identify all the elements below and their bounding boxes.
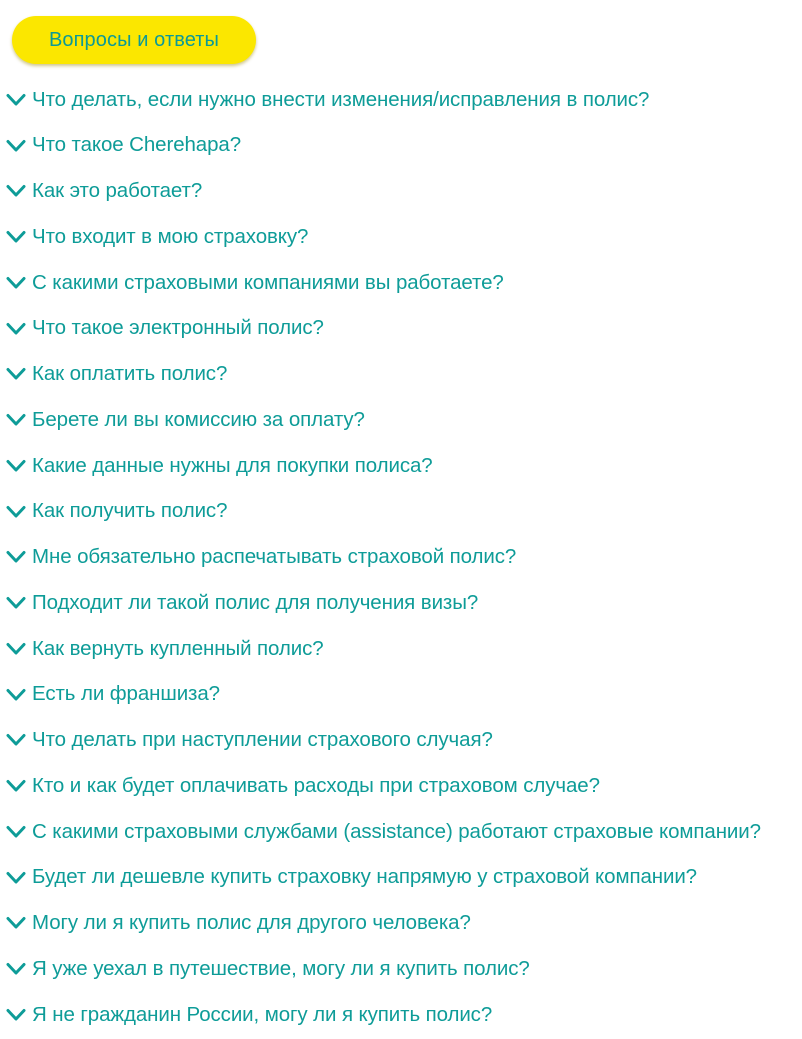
- chevron-down-icon: [6, 322, 26, 336]
- chevron-down-icon: [6, 93, 26, 107]
- faq-question: С какими страховыми службами (assistance) работают страховые компании?: [32, 819, 761, 843]
- chevron-down-icon: [6, 459, 26, 473]
- faq-question: Как это работает?: [32, 179, 203, 203]
- faq-question: С какими страховыми компаниями вы работаете?: [32, 270, 504, 294]
- chevron-down-icon: [6, 642, 26, 656]
- chevron-down-icon: [6, 139, 26, 153]
- chevron-down-icon: [6, 962, 26, 976]
- chevron-down-icon: [6, 1008, 26, 1022]
- faq-item[interactable]: [6, 580, 802, 626]
- faq-item[interactable]: [6, 397, 802, 443]
- chevron-down-icon: [6, 276, 26, 290]
- chevron-down-icon: [6, 733, 26, 747]
- chevron-down-icon: [6, 916, 26, 930]
- faq-question: Что такое электронный полис?: [32, 316, 324, 340]
- faq-question: Мне обязательно распечатывать страховой полис?: [32, 545, 517, 569]
- faq-question: Что входит в мою страховку?: [32, 224, 309, 248]
- chevron-down-icon: [6, 184, 26, 198]
- faq-question: Я уже уехал в путешествие, могу ли я купить полис?: [32, 956, 530, 980]
- faq-item[interactable]: [6, 672, 802, 718]
- faq-question: Что делать при наступлении страхового случая?: [32, 728, 493, 752]
- chevron-down-icon: [6, 596, 26, 610]
- faq-item[interactable]: [6, 946, 802, 992]
- faq-question: Какие данные нужны для покупки полиса?: [32, 453, 433, 477]
- faq-item[interactable]: [6, 169, 802, 215]
- faq-question: Берете ли вы комиссию за оплату?: [32, 407, 365, 431]
- chevron-down-icon: [6, 688, 26, 702]
- chevron-down-icon: [6, 825, 26, 839]
- chevron-down-icon: [6, 550, 26, 564]
- faq-item[interactable]: [6, 626, 802, 672]
- faq-item[interactable]: [6, 763, 802, 809]
- faq-item[interactable]: [6, 214, 802, 260]
- faq-question: Есть ли франшиза?: [32, 682, 220, 706]
- faq-section-title: [12, 16, 256, 64]
- faq-item[interactable]: [6, 718, 802, 764]
- faq-item[interactable]: [6, 809, 802, 855]
- faq-item[interactable]: [6, 535, 802, 581]
- faq-item[interactable]: [6, 306, 802, 352]
- chevron-down-icon: [6, 505, 26, 519]
- faq-item[interactable]: [6, 260, 802, 306]
- chevron-down-icon: [6, 413, 26, 427]
- faq-question: Как оплатить полис?: [32, 362, 228, 386]
- faq-item[interactable]: [6, 992, 802, 1038]
- faq-question: Что делать, если нужно внести изменения/исправления в полис?: [32, 87, 650, 111]
- faq-list: [6, 77, 802, 1038]
- faq-item[interactable]: [6, 855, 802, 901]
- faq-item[interactable]: [6, 352, 802, 398]
- faq-question: Кто и как будет оплачивать расходы при страховом случае?: [32, 773, 600, 797]
- faq-question: Будет ли дешевле купить страховку напрямую у страховой компании?: [32, 865, 697, 889]
- chevron-down-icon: [6, 779, 26, 793]
- faq-question: Подходит ли такой полис для получения визы?: [32, 590, 479, 614]
- faq-question: Могу ли я купить полис для другого человека?: [32, 911, 471, 935]
- faq-item[interactable]: [6, 123, 802, 169]
- faq-item[interactable]: [6, 443, 802, 489]
- chevron-down-icon: [6, 230, 26, 244]
- faq-title-text: Вопросы и ответы: [48, 28, 220, 51]
- faq-question: Я не гражданин России, могу ли я купить полис?: [32, 1002, 493, 1026]
- chevron-down-icon: [6, 871, 26, 885]
- faq-item[interactable]: [6, 77, 802, 123]
- faq-question: Что такое Cherehapa?: [32, 133, 242, 157]
- chevron-down-icon: [6, 367, 26, 381]
- faq-question: Как получить полис?: [32, 499, 228, 523]
- faq-question: Как вернуть купленный полис?: [32, 636, 324, 660]
- faq-item[interactable]: [6, 901, 802, 947]
- faq-item[interactable]: [6, 489, 802, 535]
